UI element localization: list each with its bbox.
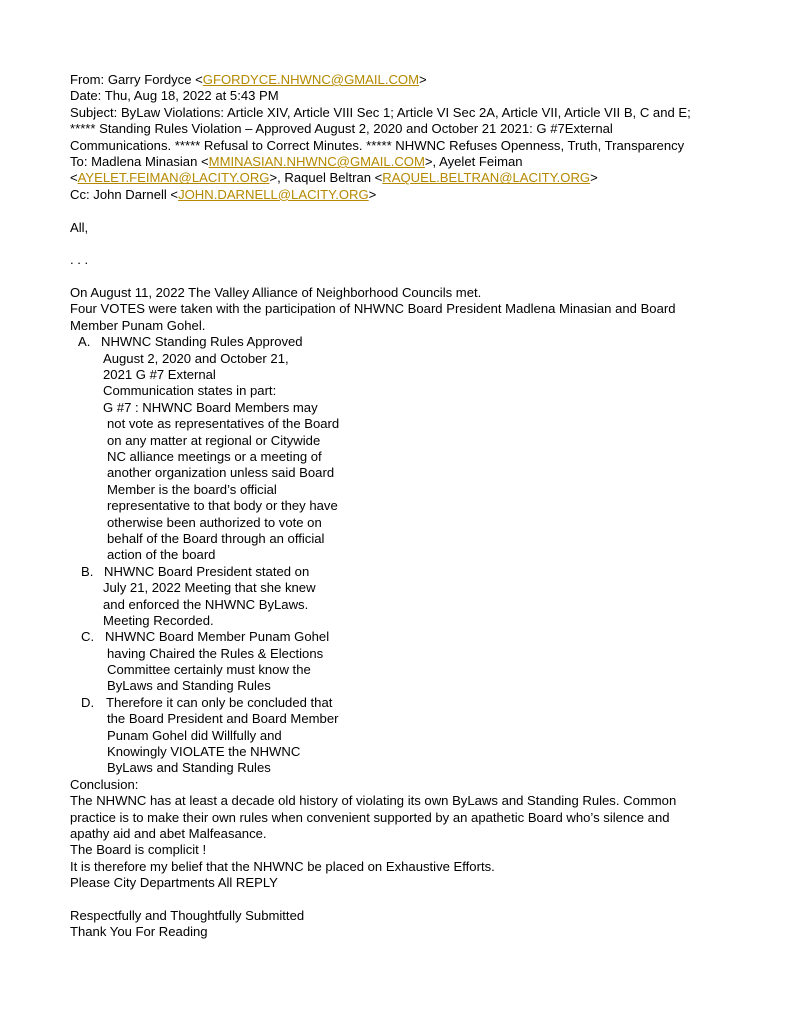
conclusion-line: practice is to make their own rules when convenient supported by an apathetic Board who’s silence and [70,809,670,825]
from-line [70,72,770,88]
to-close: > [590,170,598,186]
list-item-d [70,695,770,777]
list-a-line: NHWNC Standing Rules Approved [101,334,303,350]
subject-line-1: Subject: ByLaw Violations: Article XIV, Article VIII Sec 1; Article VI Sec 2A, Article VII, Article VII B, C and E; [70,104,691,120]
from-label: From: Garry Fordyce < [70,72,203,87]
list-item-b [70,564,770,630]
date-line: Date: Thu, Aug 18, 2022 at 5:43 PM [70,88,279,104]
list-marker-c: C. [81,629,95,645]
cc-label: Cc: John Darnell < [70,186,179,202]
signoff-line: Respectfully and Thoughtfully Submitted [70,907,305,923]
list-marker-a: A. [78,334,91,350]
to-email-feiman-link[interactable]: AYELET.FEIMAN@LACITY.ORG [77,170,270,186]
list-a-line: another organization unless said Board [107,465,335,481]
to-email-beltran-link[interactable]: RAQUEL.BELTRAN@LACITY.ORG [382,170,591,186]
list-b-line: July 21, 2022 Meeting that she knew [103,580,316,596]
subject-line-2: ***** Standing Rules Violation – Approved August 2, 2020 and October 21 2021: G #7External [70,121,613,137]
intro-line-1: On August 11, 2022 The Valley Alliance of Neighborhood Councils met. [70,285,482,301]
signoff-line: Thank You For Reading [70,924,208,940]
list-a-line: not vote as representatives of the Board [107,416,340,432]
cc-email-darnell-link[interactable]: JOHN.DARNELL@LACITY.ORG [178,186,369,202]
list-a-line: August 2, 2020 and October 21, [103,350,289,366]
list-a-line: otherwise been authorized to vote on [107,514,322,530]
to-label: To: Madlena Minasian < [70,153,209,169]
list-marker-d: D. [81,694,95,710]
intro-line-3: Member Punam Gohel. [70,317,206,333]
to-line-1 [70,154,770,170]
list-a-line: Communication states in part: [103,383,277,399]
list-b-line: NHWNC Board President stated on [104,563,310,579]
list-c-line: having Chaired the Rules & Elections [107,645,324,661]
list-c-line: NHWNC Board Member Punam Gohel [105,629,330,645]
from-email-link[interactable]: GFORDYCE.NHWNC@GMAIL.COM [202,72,420,87]
list-item-c [70,629,770,695]
to-line-2 [70,170,770,186]
list-a-line: behalf of the Board through an official [107,530,325,546]
to-separator-2: >, Raquel Beltran < [269,170,383,186]
conclusion-line: The NHWNC has at least a decade old history of violating its own ByLaws and Standing Rules. Common [70,793,677,809]
subject-line-3: Communications. ***** Refusal to Correct Minutes. ***** NHWNC Refuses Openness, Truth, Transparency [70,137,685,153]
list-marker-b: B. [81,563,94,579]
list-b-line: Meeting Recorded. [103,612,214,628]
from-close: > [419,72,427,87]
list-d-line: ByLaws and Standing Rules [107,760,271,776]
list-a-line: G #7 : NHWNC Board Members may [103,399,318,415]
email-document [70,72,770,941]
list-a-line: action of the board [107,547,216,563]
conclusion-line: It is therefore my belief that the NHWNC be placed on Exhaustive Efforts. [70,858,495,874]
list-a-line: 2021 G #7 External [103,367,216,383]
list-d-line: Knowingly VIOLATE the NHWNC [107,744,301,760]
ellipsis: . . . [70,252,89,268]
to-open-bracket: < [70,170,78,186]
conclusion-heading: Conclusion: [70,776,139,792]
conclusion-line: Please City Departments All REPLY [70,875,278,891]
list-a-line: representative to that body or they have [107,498,338,514]
to-email-minasian-link[interactable]: MMINASIAN.NHWNC@GMAIL.COM [208,153,425,169]
list-item-a [70,334,770,563]
list-a-line: on any matter at regional or Citywide [107,432,321,448]
list-d-line: Therefore it can only be concluded that [106,694,333,710]
intro-line-2: Four VOTES were taken with the participation of NHWNC Board President Madlena Minasian and Board [70,301,676,317]
to-separator-1: >, Ayelet Feiman [424,153,523,169]
conclusion-line: apathy aid and abet Malfeasance. [70,825,267,841]
list-d-line: the Board President and Board Member [107,711,339,727]
cc-close: > [368,186,377,202]
conclusion-line: The Board is complicit ! [70,842,207,858]
list-b-line: and enforced the NHWNC ByLaws. [103,596,309,612]
list-d-line: Punam Gohel did Willfully and [107,727,282,743]
list-a-line: Member is the board’s official [107,481,277,497]
greeting: All, [70,219,89,235]
list-c-line: Committee certainly must know the [107,662,311,678]
list-c-line: ByLaws and Standing Rules [107,678,271,694]
list-a-line: NC alliance meetings or a meeting of [107,448,322,464]
cc-line [70,187,770,203]
